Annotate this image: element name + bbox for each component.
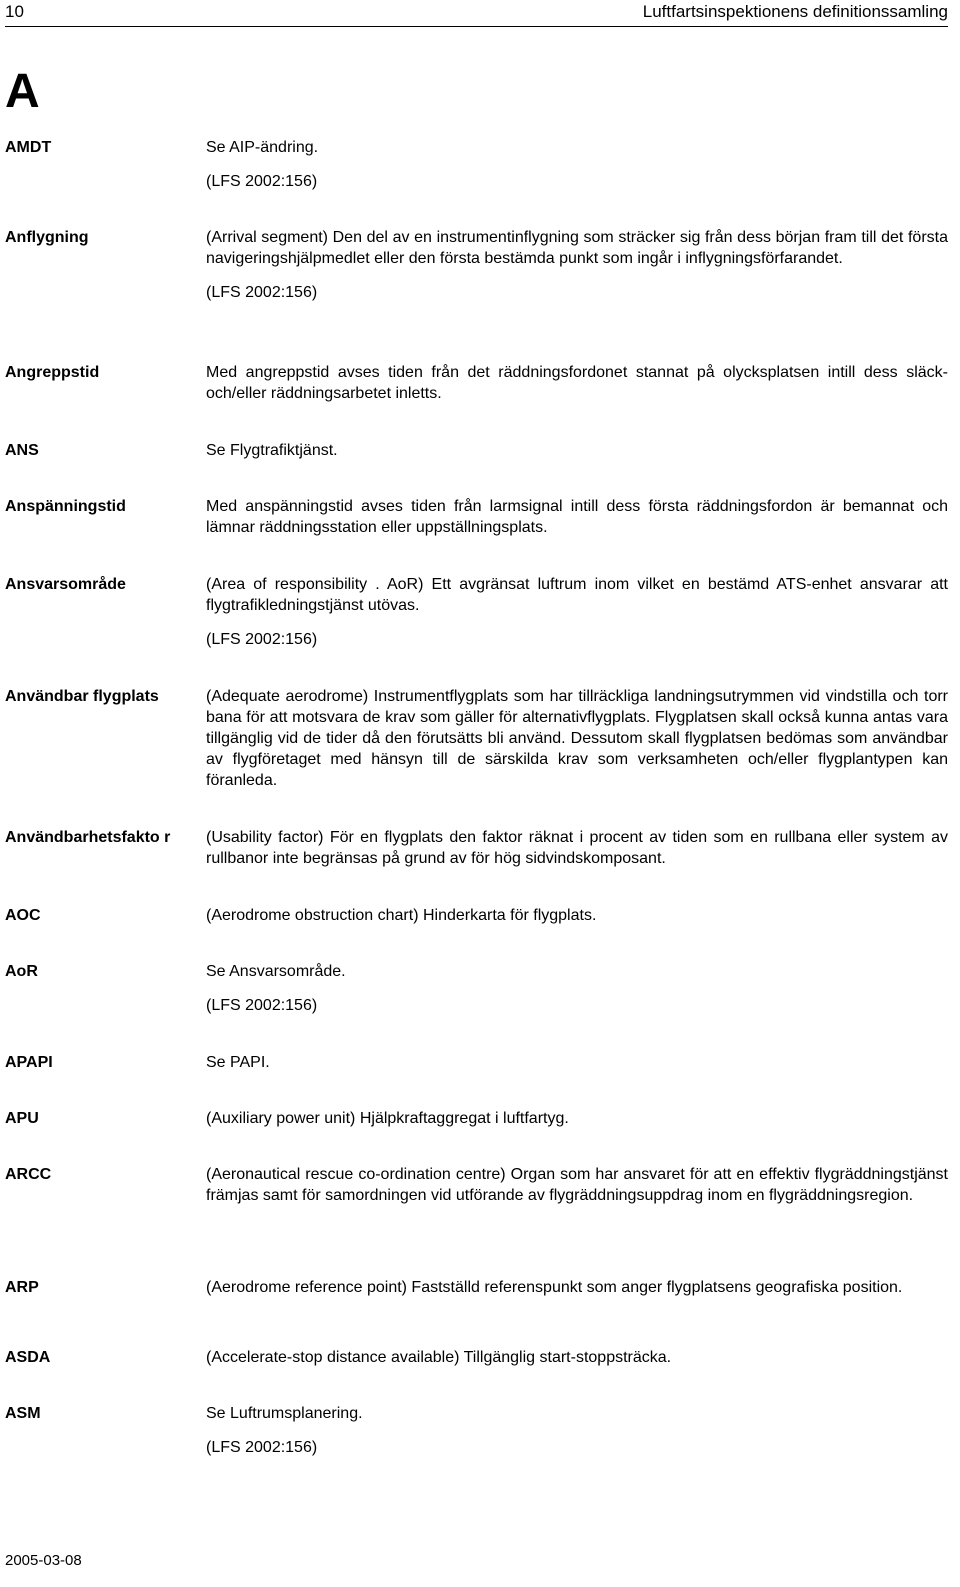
definition-text: [206, 1277, 948, 1298]
definition-entry: [5, 496, 948, 538]
definition-term: Anspänningstid: [5, 498, 126, 515]
definition-paragraph: (LFS 2002:156): [206, 173, 318, 190]
definition-paragraph: (Auxiliary power unit) Hjälpkraftaggregat i luftfartyg.: [206, 1110, 569, 1127]
definition-entry: [5, 1108, 948, 1129]
definition-text: [206, 362, 948, 404]
definition-entry: [5, 1347, 948, 1368]
definition-paragraph: (LFS 2002:156): [206, 284, 318, 301]
definition-text: [206, 1108, 948, 1129]
definition-entry: [5, 362, 948, 404]
definition-text: [206, 496, 948, 538]
definition-term: ASM: [5, 1405, 41, 1422]
definition-text: [206, 1052, 948, 1073]
definition-text: [206, 1347, 948, 1368]
footer-date: 2005-03-08: [5, 1552, 82, 1569]
definition-text: [206, 227, 948, 303]
definition-paragraph: (Adequate aerodrome) Instrumentflygplats som har tillräckliga landningsutrymmen vid vindstilla och torr bana för att motsvara de krav som gäller för alternativflygplats. Flygplatsen skall också kunna antas vara tillgänglig vid de tider då den förutsätts bli använd. Dessutom skall flygplatsen bedömas som användbar av flygföretaget med hänsyn till de särskilda krav som verksamheten och/eller flygplantypen kan föranleda.: [206, 688, 948, 789]
definition-text: [206, 440, 948, 461]
definition-term: AOC: [5, 907, 41, 924]
definition-term: AMDT: [5, 139, 52, 156]
definition-paragraph: Se AIP-ändring.: [206, 139, 319, 156]
definition-paragraph: Se Flygtrafiktjänst.: [206, 442, 338, 459]
definition-entry: [5, 227, 948, 303]
definition-entry: [5, 574, 948, 650]
section-letter-heading: A: [5, 65, 40, 118]
definition-paragraph: (LFS 2002:156): [206, 631, 318, 648]
definition-term: Anflygning: [5, 229, 89, 246]
definition-term: APU: [5, 1110, 39, 1127]
definition-term: ARP: [5, 1279, 39, 1296]
definition-term: APAPI: [5, 1054, 53, 1071]
definition-paragraph: Med angreppstid avses tiden från det räddningsfordonet stannat på olycksplatsen intill dess släck- och/eller räddningsarbetet inletts.: [206, 364, 948, 402]
definition-entry: [5, 905, 948, 926]
definition-paragraph: Se PAPI.: [206, 1054, 270, 1071]
definition-entry: [5, 137, 948, 192]
definition-paragraph: (Aerodrome obstruction chart) Hinderkarta för flygplats.: [206, 907, 597, 924]
definition-entry: [5, 961, 948, 1016]
page-number: 10: [5, 2, 24, 21]
definition-text: [206, 827, 948, 869]
definition-paragraph: Se Ansvarsområde.: [206, 963, 346, 980]
definition-entry: [5, 827, 948, 869]
page-header: [5, 0, 948, 27]
definition-text: [206, 1164, 948, 1206]
definition-paragraph: Med anspänningstid avses tiden från larmsignal intill dess första räddningsfordon är bemannat och lämnar räddningsstation eller uppställningsplats.: [206, 498, 948, 536]
document-title: Luftfartsinspektionens definitionssamling: [642, 2, 948, 21]
definition-text: [206, 574, 948, 650]
definition-entry: [5, 1164, 948, 1206]
definition-text: [206, 905, 948, 926]
definition-text: [206, 1403, 948, 1458]
definition-paragraph: (Aerodrome reference point) Fastställd referenspunkt som anger flygplatsens geografiska position.: [206, 1279, 903, 1296]
definition-entry: [5, 1277, 948, 1298]
definition-term: AoR: [5, 963, 38, 980]
definition-paragraph: (Accelerate-stop distance available) Tillgänglig start-stoppsträcka.: [206, 1349, 672, 1366]
definition-text: [206, 961, 948, 1016]
definition-text: [206, 137, 948, 192]
definition-term: ANS: [5, 442, 39, 459]
definition-paragraph: (LFS 2002:156): [206, 997, 318, 1014]
definition-entry: [5, 1052, 948, 1073]
definition-entry: [5, 686, 948, 791]
definition-paragraph: (Aeronautical rescue co-ordination centre) Organ som har ansvaret för att en effektiv flygräddningstjänst främjas samt för samordningen vid utförande av flygräddningsuppdrag inom en flygräddningsregion.: [206, 1166, 948, 1204]
definition-term: ARCC: [5, 1166, 52, 1183]
definition-paragraph: Se Luftrumsplanering.: [206, 1405, 363, 1422]
definition-term: Angreppstid: [5, 364, 100, 381]
definition-text: [206, 686, 948, 791]
definition-paragraph: (Area of responsibility . AoR) Ett avgränsat luftrum inom vilket en bestämd ATS-enhet ansvarar att flygtrafikledningstjänst utövas.: [206, 576, 948, 614]
definition-paragraph: (LFS 2002:156): [206, 1439, 318, 1456]
definition-entry: [5, 1403, 948, 1458]
definition-entry: [5, 440, 948, 461]
definition-term: Användbarhetsfakto r: [5, 829, 171, 846]
definition-term: Ansvarsområde: [5, 576, 126, 593]
definition-paragraph: (Usability factor) För en flygplats den faktor räknat i procent av tiden som en rullbana eller system av rullbanor inte begränsas på grund av för hög sidvindskomposant.: [206, 829, 948, 867]
definition-term: ASDA: [5, 1349, 51, 1366]
definition-term: Användbar flygplats: [5, 688, 159, 705]
definition-paragraph: (Arrival segment) Den del av en instrumentinflygning som sträcker sig från dess början fram till det första navigeringshjälpmedlet eller den första bestämda punkt som ingår i inflygningsförfarandet.: [206, 229, 948, 267]
